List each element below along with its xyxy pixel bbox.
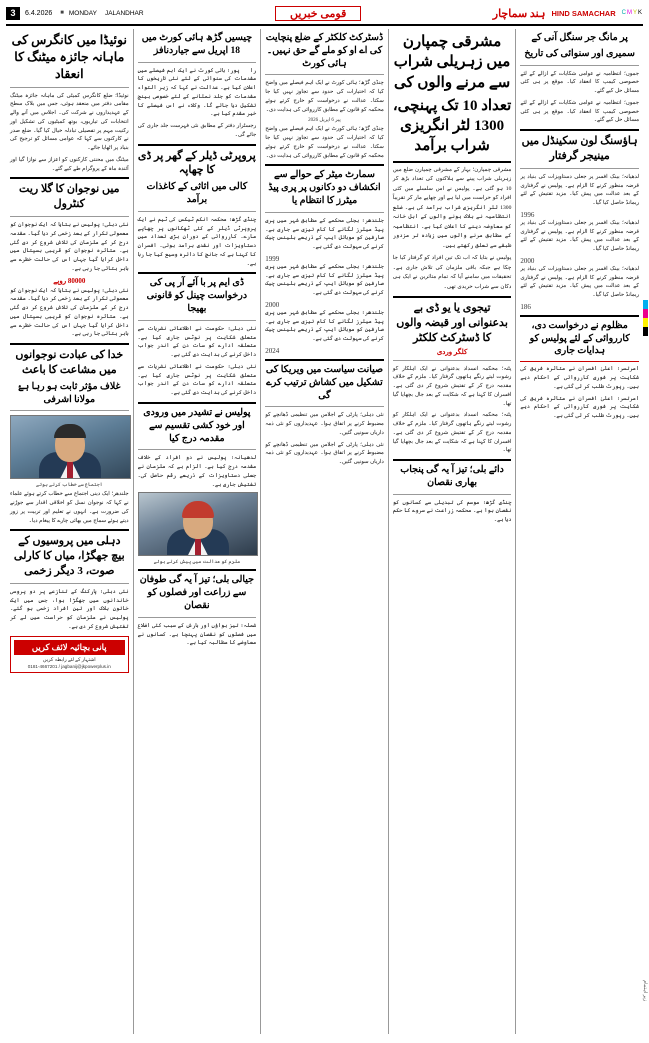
classified-ad[interactable] — [10, 636, 129, 673]
headline: مظلوم نے درخواست دی، کارروائی کے لئے پولیس کو ہدایات جاری — [529, 320, 630, 357]
article-congress-review — [10, 32, 129, 173]
article-body-2: جلندھر؛ بجلی محکمے کے مطابق شہر میں پری پیڈ میٹرز لگانے کا کام تیزی سے جاری ہے۔ صارفین کو موبائل ایپ کے ذریعے بلینس چیک کرنے کی سہولت دی گئی ہے۔ — [265, 263, 384, 297]
article-body: چنڈی گڑھ؛ موسم کی تبدیلی سے کسانوں کو نقصان ہوا ہے۔ محکمہ زراعت نے سروے کا حکم دیا ہے۔ — [392, 499, 512, 524]
headline: ڈی ایم پر با آئے آر پی کی درخواست چینل کو قانونی بھیجا — [146, 278, 248, 315]
article-body-2: پٹنہ؛ محکمہ انسداد بدعنوانی نے ایک اہلکار کو رشوت لیتے رنگے ہاتھوں گرفتار کیا۔ ملزم کے خلاف مقدمہ درج کر کے تفتیش شروع کر دی گئی ہے۔ افسران کا کہنا ہے کہ شکایت کے بعد جال بچھایا گیا تھا۔ — [392, 412, 512, 454]
article-body: لدھیانہ؛ پولیس نے دو افراد کے خلاف مقدمہ درج کیا ہے۔ الزام ہے کہ ملزمان نے جعلی دستاویزات کے ذریعے رقم حاصل کی۔ تفتیش جاری ہے۔ — [137, 455, 257, 488]
issue-day: MONDAY — [68, 9, 97, 17]
cmyk-c: C — [621, 10, 627, 16]
photo-caption: اجتماع سے خطاب کرتے ہوئے — [36, 483, 103, 489]
headline: دہلی میں پروسیوں کے بیچ جھگڑا، میاں کا کارلی صوت، 3 دیگر زخمی — [13, 535, 125, 578]
article-body-2: امرتسر؛ اعلیٰ افسران نے متاثرہ فریق کی شکایت پر فوری کارروائی کے احکام دیے ہیں۔ رپورٹ طلب کر لی گئی ہے۔ — [520, 395, 639, 419]
footer-note: زیر اہتمام — [642, 979, 647, 1001]
article-body: نئی دہلی؛ پولیس نے بتایا کہ ایک نوجوان کو معمولی تکرار کے بعد زخمی کر دیا گیا۔ مقدمہ درج کر کے ملزمان کی تلاش شروع کر دی گئی ہے۔ متاثرہ نوجوان کو قریبی ہسپتال میں داخل کرایا گیا جہاں اس کی حالت خطرے سے باہر بتائی جا رہی ہے۔ — [10, 222, 129, 272]
article-body-3: جلندھر؛ بجلی محکمے کے مطابق شہر میں پری پیڈ میٹرز لگانے کا کام تیزی سے جاری ہے۔ صارفین کو موبائل ایپ کے ذریعے بلینس چیک کرنے کی سہولت دی گئی ہے۔ — [265, 309, 384, 343]
article-property-dealer-raid — [138, 149, 257, 269]
year-marker-1: 1999 — [265, 254, 280, 263]
subheadline: کالی میں اثاثی کے کاغذات برآمد — [146, 182, 248, 206]
article-smart-meter — [265, 169, 384, 354]
figure-2: 2000 — [520, 256, 535, 265]
article-grid — [6, 29, 643, 1034]
article-body-2: میٹنگ میں محنتی کارکنوں کو اعزاز سے نوازا گیا اور آئندہ ماہ کے پروگرام طے کیے گئے۔ — [10, 156, 129, 172]
lead-body-2: پولیس نے بتایا کہ اب تک تین افراد کو گرفتار کیا جا چکا ہے جبکہ باقی ملزمان کی تلاش جاری ہے۔ تحقیقات میں سامنے آیا کہ تمام متاثرین نے ایک ہی دکان سے شراب خریدی تھی۔ — [392, 255, 512, 290]
headline: سمارٹ میٹر کے حوالے سے انکشاف دو دکانوں پر پری پیڈ میٹرز کا انتظام یا — [268, 170, 381, 207]
photo-caption: ملزم کو عدالت میں پیش کرتے ہوئے — [153, 560, 241, 566]
article-worship-youth — [10, 348, 129, 525]
article-body-2: نئی دہلی؛ پارٹی کے اجلاس میں تنظیمی ڈھانچے کو مضبوط کرنے پر اتفاق ہوا۔ عہدیداروں کو نئی ذمہ داریاں سونپی گئیں۔ — [265, 441, 384, 466]
year-marker-3: 2024 — [265, 346, 280, 355]
article-body: چنڈی گڑھ؛ ہائی کورٹ نے ایک اہم فیصلے میں واضح کیا کہ اختیارات کی حدود سے تجاوز نہیں کیا جا سکتا۔ عدالت نے درخواست کو خارج کرتے ہوئے محکمہ کو قانون کے مطابق کارروائی کی ہدایت دی۔ — [265, 80, 384, 113]
brand-block — [493, 7, 643, 20]
headline: دائے بلی؛ تیز آ یہ گی پنجاب بھاری نقصان — [400, 465, 504, 488]
article-photo — [138, 492, 259, 556]
article-storm-crops — [138, 574, 257, 648]
column-5 — [515, 29, 643, 1034]
headline: صیانت سیاست میں ویریکا کی تشکیل میں کشاش ترتیب کرے گی — [265, 364, 384, 401]
article-body-2: چنڈی گڑھ؛ ہائی کورٹ نے ایک اہم فیصلے میں واضح کیا کہ اختیارات کی حدود سے تجاوز نہیں کیا جا سکتا۔ عدالت نے درخواست کو خارج کرتے ہوئے محکمہ کو قانون کے مطابق کارروائی کی ہدایت دی۔ — [265, 126, 384, 159]
year-marker-2: 2000 — [265, 300, 280, 309]
article-youth-throat — [10, 182, 129, 339]
page-number: 3 — [6, 7, 20, 20]
ad-contact[interactable]: 0181-4667201 / jagbanij@jkpowerplus.in — [27, 663, 111, 669]
issue-date: 6.4.2026 — [25, 9, 53, 17]
figure-1: 1996 — [520, 210, 535, 219]
article-dm-rti-notice — [138, 277, 257, 397]
article-body-2: رجسٹرار دفتر کے مطابق نئی فہرست جلد جاری کی جائے گی۔ — [137, 123, 257, 138]
subheadline: سمیری اور سنوائی کی تاریخ — [524, 48, 635, 59]
column-2 — [133, 29, 261, 1034]
article-body: رائۡ پور؛ ہائی کورٹ نے ایک اہم فیصلے میں مقدمات کی سنوائی کے لئے نئی تاریخوں کا اعلان کیا ہے۔ عدالت نے کہا کہ زیر التواء مقدمات کو جلد نمٹانے کے لئے خصوصی بینچ تشکیل دیا جائے گا۔ وکلاء نے اس فیصلے کا خیر مقدم کیا ہے۔ — [137, 67, 257, 118]
lead-story — [393, 32, 512, 292]
article-body-3: لدھیانہ؛ بینک افسر پر جعلی دستاویزات کی بنیاد پر قرضہ منظور کرنے کا الزام ہے۔ پولیس نے گرفتاری کے بعد عدالت میں پیش کیا۔ مزید تفتیش کے لئے ریمانڈ حاصل کیا گیا۔ — [520, 265, 639, 299]
headline: پروپرٹی ڈیلر کے گھر پر ڈی کا چھاپہ — [137, 149, 256, 177]
article-complaint-orders — [520, 320, 639, 421]
article-body: نوئیڈا؛ ضلع کانگرس کمیٹی کی ماہانہ جائزہ میٹنگ مقامی دفتر میں منعقد ہوئی، جس میں بلاک سطح کے عہدیداروں نے شرکت کی۔ اجلاس میں آنے والے انتخابات کی تیاریوں، بوتھ کمیٹیوں کی تشکیل اور رکنیت مہم پر تفصیلی تبادلہ خیال کیا گیا۔ ضلع صدر نے کارکنوں سے کہا کہ عوامی مسائل کو ترجیح کی بنیاد پر اٹھایا جائے۔ — [10, 92, 129, 152]
article-photo — [10, 415, 131, 479]
subheadline: غلاف مؤثر ثابت ہو رہا ہۓ مولانا اشرفی — [18, 381, 121, 405]
article-housing-loan-scandal — [520, 134, 639, 311]
figure-3: 186 — [520, 302, 531, 311]
headline: پولیس نے تشیدر میں ورودی اور خود کشی تقسیم سے مقدمہ درج کیا — [143, 407, 251, 444]
lead-headline-line1: مشرقی چمپارن میں زہریلی شراب سے مرنے والوں کی — [393, 34, 511, 91]
article-party-organisation — [265, 364, 384, 467]
dateline-note: پیر 6 اپریل 2026 — [308, 118, 341, 124]
ad-line: اشتہار کے لئے رابطہ کریں — [42, 657, 96, 663]
ad-band: پانی بچائیہ لائف کریں — [14, 640, 125, 655]
article-highcourt-dates — [138, 32, 257, 140]
separator-mark: ■ — [60, 10, 64, 16]
cmyk-m: M — [626, 10, 633, 16]
article-body-2: جموں؛ انتظامیہ نے عوامی شکایات کے ازالے کے لئے خصوصی کیمپ کا انعقاد کیا۔ موقع پر ہی کئی مسائل حل کیے گئے۔ — [520, 99, 639, 124]
headline: چیسیں گڑھ ہائی کورٹ میں 18 اپریل سے جیاردنافز — [141, 33, 253, 56]
article-body: لدھیانہ؛ بینک افسر پر جعلی دستاویزات کی بنیاد پر قرضہ منظور کرنے کا الزام ہے۔ پولیس نے گرفتاری کے بعد عدالت میں پیش کیا۔ مزید تفتیش کے لئے ریمانڈ حاصل کیا گیا۔ — [520, 173, 639, 207]
article-police-case — [138, 407, 257, 565]
section-title: قومی خبریں — [275, 6, 361, 21]
brand-urdu: ہند سماچار — [492, 7, 546, 20]
brand-english: HIND SAMACHAR — [551, 8, 616, 18]
article-body: شملہ؛ تیز ہواؤں اور بارش کے سبب کئی اضلاع میں فصلوں کو نقصان پہنچا ہے۔ کسانوں نے معاوضے کا مطالبہ کیا ہے۔ — [137, 622, 257, 647]
headline: ہاؤسنگ لون سکینڈل میں مینیجر گرفتار — [521, 135, 638, 162]
column-1 — [6, 29, 133, 1034]
headline: خدا کی عبادت نوجوانوں میں مشاعت کا باعث — [15, 349, 124, 376]
headline: میں نوجوان کا گلا ریت کنٹرول — [19, 183, 120, 211]
article-body: امرتسر؛ اعلیٰ افسران نے متاثرہ فریق کی شکایت پر فوری کارروائی کے احکام دیے ہیں۔ رپورٹ طلب کر لی گئی ہے۔ — [520, 366, 639, 390]
article-delhi-neighbours — [10, 534, 129, 631]
article-hearing-dates — [520, 32, 639, 125]
headline: جیالی بلی؛ تیز آ یہ گی طوفان سے زراعت اور فصلوں کو نقصان — [139, 575, 255, 611]
headline: پر مانگ جر سنگل آنی کے — [531, 33, 628, 43]
kicker-label: کلگر وردی — [436, 347, 468, 356]
article-body: پٹنہ؛ محکمہ انسداد بدعنوانی نے ایک اہلکار کو رشوت لیتے رنگے ہاتھوں گرفتار کیا۔ ملزم کے خلاف مقدمہ درج کر کے تفتیش شروع کر دی گئی ہے۔ افسران کا کہنا ہے کہ شکایت کے بعد جال بچھایا گیا تھا۔ — [392, 365, 512, 407]
article-panchayat-ruling — [265, 32, 384, 160]
article-vigilance-trap — [393, 301, 512, 455]
article-body-repeat: نئی دہلی؛ حکومت نے اطلاعاتی نشریات سے متعلق شکایت پر نوٹس جاری کیا ہے۔ متعلقہ ادارے کو سات دن کے اندر جواب داخل کرنے کی ہدایت دی گئی ہے۔ — [137, 363, 257, 397]
article-body: نئی دہلی؛ پارکنگ کے تنازعے پر دو پروسی خاندانوں میں جھگڑا ہوا، جس میں ایک خاتون ہلاک اور تین افراد زخمی ہو گئے۔ پولیس نے ملزمان کو حراست میں لے کر تفتیش شروع کر دی ہے۔ — [10, 588, 129, 630]
article-body: جلندھر؛ بجلی محکمے کے مطابق شہر میں پری پیڈ میٹرز لگانے کا کام تیزی سے جاری ہے۔ صارفین کو موبائل ایپ کے ذریعے بلینس چیک کرنے کی سہولت دی گئی ہے۔ — [265, 217, 384, 251]
headline: نوئیڈا میں کانگرس کی ماہانہ جائزہ میٹنگ کا انعقاد — [11, 33, 127, 81]
article-body: نئی دہلی؛ حکومت نے اطلاعاتی نشریات سے متعلق شکایت پر نوٹس جاری کیا ہے۔ متعلقہ ادارے کو سات دن کے اندر جواب داخل کرنے کی ہدایت دی گئی ہے۔ — [137, 325, 257, 359]
headline: تیجوی یا یو ڈی بے بدعنوانی اور قبضہ والوں کا ڈسٹرکٹ کلکٹر — [396, 302, 508, 344]
color-registration-bar — [643, 300, 648, 336]
article-body: نئی دہلی؛ پارٹی کے اجلاس میں تنظیمی ڈھانچے کو مضبوط کرنے پر اتفاق ہوا۔ عہدیداروں کو نئی ذمہ داریاں سونپی گئیں۔ — [265, 412, 384, 436]
masthead — [6, 4, 643, 26]
article-body-extra: نئی دہلی؛ پولیس نے بتایا کہ ایک نوجوان کو معمولی تکرار کے بعد زخمی کر دیا گیا۔ مقدمہ درج کر کے ملزمان کی تلاش شروع کر دی گئی ہے۔ متاثرہ نوجوان کو قریبی ہسپتال میں داخل کرایا گیا جہاں اس کی حالت خطرے سے باہر بتائی جا رہی ہے۔ — [10, 287, 129, 338]
column-3 — [260, 29, 388, 1034]
cmyk-marks — [622, 10, 643, 16]
article-body-2: لدھیانہ؛ بینک افسر پر جعلی دستاویزات کی بنیاد پر قرضہ منظور کرنے کا الزام ہے۔ پولیس نے گرفتاری کے بعد عدالت میں پیش کیا۔ مزید تفتیش کے لئے ریمانڈ حاصل کیا گیا۔ — [520, 219, 639, 253]
amount-highlight: 80000 روپے — [53, 276, 86, 285]
article-punjab-rain-loss — [393, 464, 512, 525]
headline: ڈسٹرکٹ کلکٹر کے ضلع پنچایت کی اے او کو ملے گے حق نہیں۔ ہائی کورٹ — [265, 33, 384, 69]
lead-headline-line2: تعداد 10 تک پہنچی، 1300 لٹر انگریزی شراب برآمد — [392, 97, 512, 155]
lead-body: مشرقی چمپارن؛ بہار کے مشرقی چمپارن ضلع میں زہریلی شراب پینے سے ہلاکتوں کی تعداد بڑھ کر 10 ہو گئی ہے۔ پولیس نے اس سلسلے میں کئی افراد کو حراست میں لیا ہے اور چھاپے مار کر تقریباً 1300 لٹر انگریزی شراب برآمد کی ہے۔ ضلع انتظامیہ نے ہلاک ہونے والوں کے اہل خانہ کو معاوضہ دینے کا اعلان کیا ہے۔ انتظامیہ کے مطابق مرنے والوں میں زیادہ تر مزدور طبقے سے تعلق رکھتے ہیں۔ — [392, 166, 512, 249]
edition-city: JALANDHAR — [104, 9, 144, 17]
cmyk-y: Y — [632, 10, 638, 16]
article-body: جلندھر؛ ایک دینی اجتماع سے خطاب کرتے ہوئے علماء نے کہا کہ نوجوان نسل کو اخلاقی اقدار سے جوڑنے کی ضرورت ہے۔ انہوں نے تعلیم اور تربیت پر زور دیتے ہوئے سماج میں بھائی چارے کا پیغام دیا۔ — [10, 491, 129, 524]
article-body: جموں؛ انتظامیہ نے عوامی شکایات کے ازالے کے لئے خصوصی کیمپ کا انعقاد کیا۔ موقع پر ہی کئی مسائل حل کیے گئے۔ — [520, 70, 639, 95]
column-4 — [388, 29, 516, 1034]
section-title-wrap — [144, 4, 493, 22]
article-body: چنڈی گڑھ؛ محکمہ انکم ٹیکس کی ٹیم نے ایک پروپرٹی ڈیلر کے کئی ٹھکانوں پر چھاپے مارے۔ کارروائی کے دوران بڑی تعداد میں دستاویزات اور نقدی برآمد ہوئی۔ افسران کا کہنا ہے کہ جانچ کا دائرہ وسیع کیا جا رہا ہے۔ — [137, 216, 257, 267]
cmyk-k: K — [637, 10, 643, 16]
